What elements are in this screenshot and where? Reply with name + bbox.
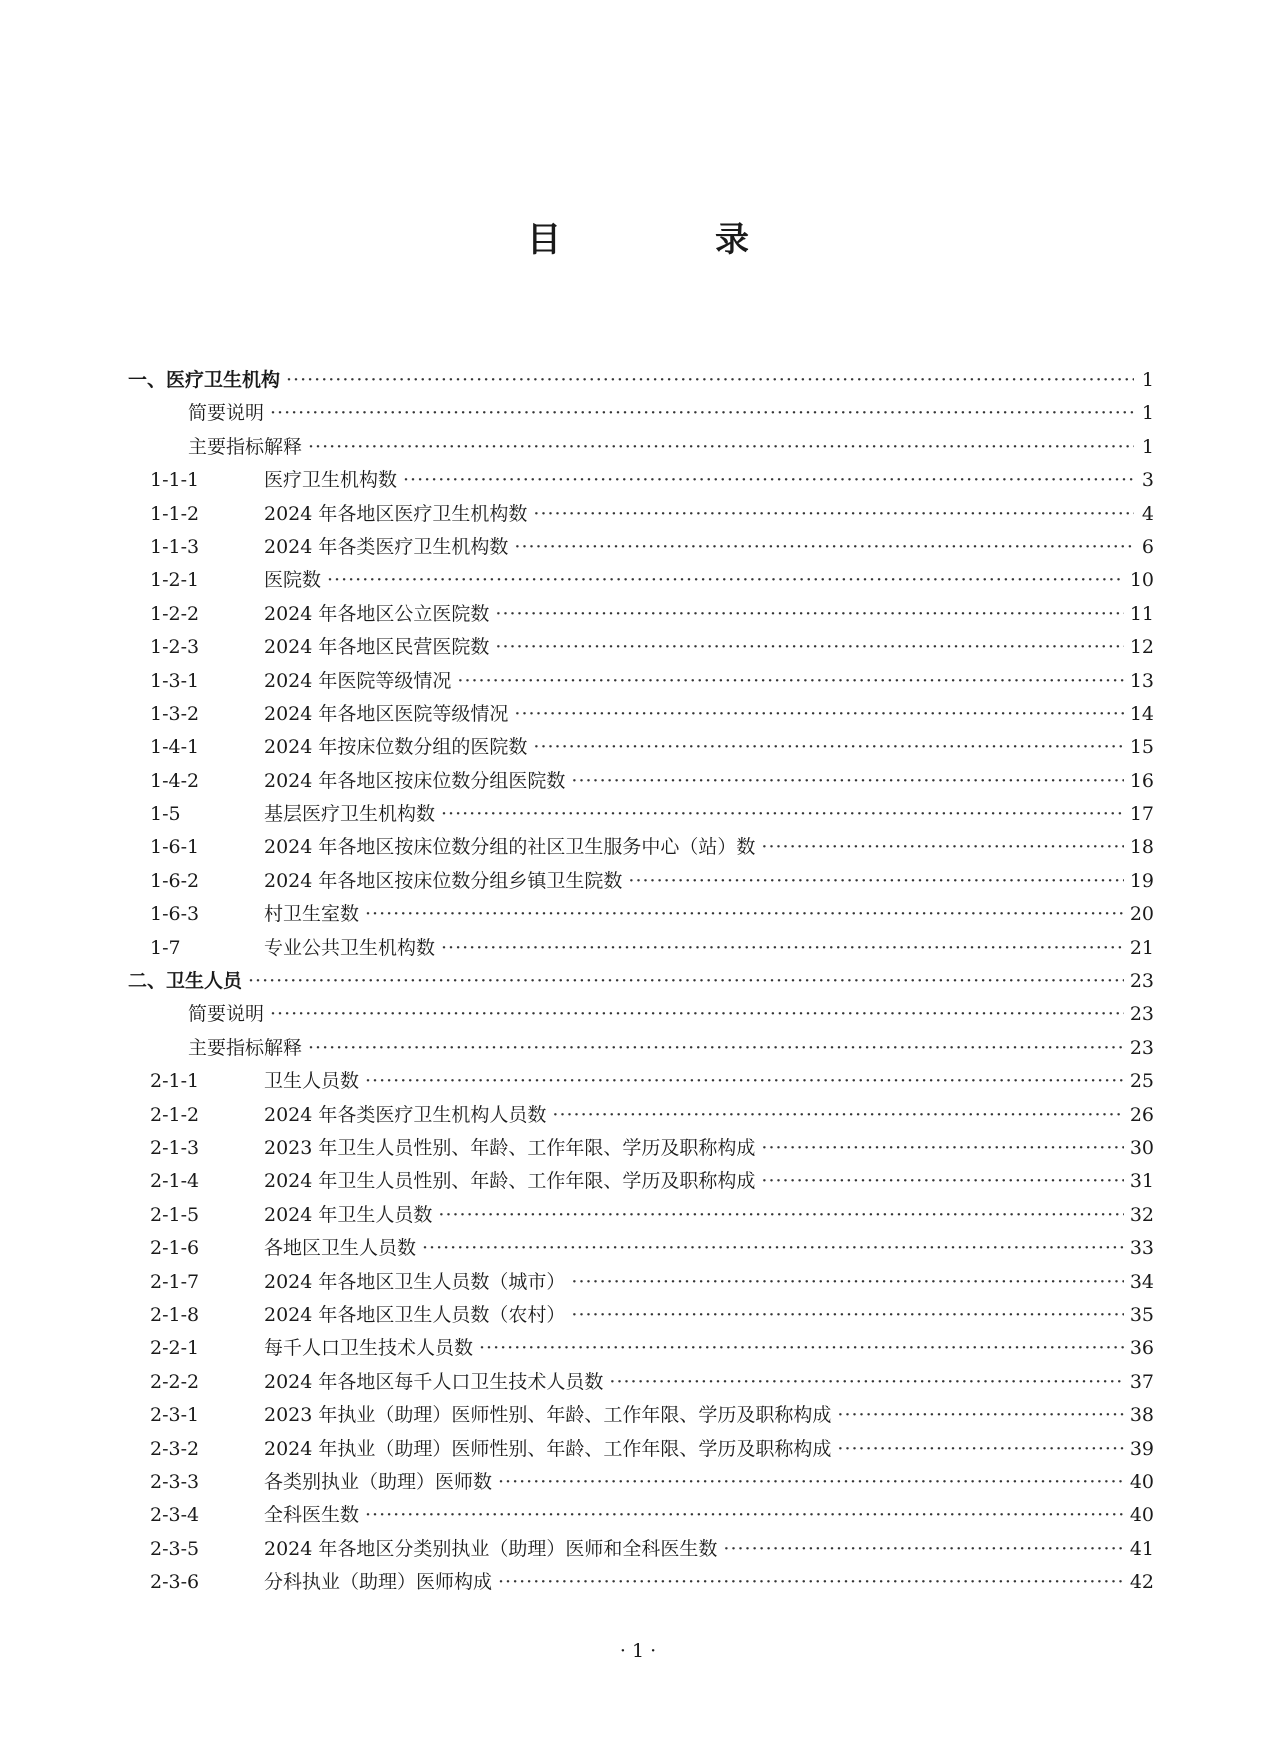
toc-entry-label: 主要指标解释 <box>188 435 303 458</box>
toc-entry[interactable] <box>128 932 1154 965</box>
table-of-contents <box>128 364 1154 1599</box>
toc-entry-number: 2-1-7 <box>150 1270 200 1293</box>
dot-leader <box>422 1232 1124 1265</box>
toc-entry-number: 2-1-6 <box>150 1237 200 1260</box>
dot-leader <box>286 364 1134 397</box>
toc-entry-page: 25 <box>1129 1070 1154 1093</box>
dot-leader <box>628 865 1123 898</box>
toc-entry-number: 2-1-1 <box>150 1070 200 1093</box>
toc-entry-page: 21 <box>1129 936 1154 959</box>
toc-entry-page: 42 <box>1129 1571 1154 1594</box>
dot-leader <box>723 1533 1123 1566</box>
toc-entry[interactable] <box>128 898 1154 931</box>
toc-entry-page: 31 <box>1129 1170 1154 1193</box>
dot-leader <box>609 1366 1123 1399</box>
toc-entry[interactable] <box>128 1199 1154 1232</box>
dot-leader <box>327 564 1124 597</box>
toc-entry-label: 2024 年各类医疗卫生机构数 <box>264 535 509 558</box>
toc-entry-number: 2-1-5 <box>150 1203 200 1226</box>
toc-entry-page: 1 <box>1141 402 1154 425</box>
toc-entry-page: 23 <box>1129 1036 1154 1059</box>
toc-entry-label: 分科执业（助理）医师构成 <box>264 1571 493 1594</box>
toc-entry-page: 38 <box>1129 1404 1154 1427</box>
toc-entry-page: 16 <box>1129 769 1154 792</box>
toc-entry-number: 2-1-8 <box>150 1303 200 1326</box>
dot-leader <box>403 464 1134 497</box>
toc-entry-label: 2024 年卫生人员性别、年龄、工作年限、学历及职称构成 <box>264 1170 756 1193</box>
toc-entry[interactable] <box>128 665 1154 698</box>
toc-entry-number: 1-2-2 <box>150 602 200 625</box>
dot-leader <box>441 798 1124 831</box>
toc-entry-label: 2024 年各地区卫生人员数（城市） <box>264 1270 566 1293</box>
toc-entry[interactable] <box>128 631 1154 664</box>
dot-leader <box>365 1065 1124 1098</box>
toc-entry[interactable] <box>128 1132 1154 1165</box>
toc-entry-label: 医疗卫生机构数 <box>264 469 398 492</box>
toc-entry-number: 1-4-2 <box>150 769 200 792</box>
toc-entry-page: 6 <box>1141 535 1154 558</box>
toc-entry-page: 32 <box>1129 1203 1154 1226</box>
dot-leader <box>571 765 1123 798</box>
toc-entry-page: 19 <box>1129 869 1154 892</box>
toc-entry[interactable] <box>128 1165 1154 1198</box>
toc-entry-number: 2-3-1 <box>150 1404 200 1427</box>
toc-entry-number: 1-1-3 <box>150 535 200 558</box>
toc-entry-label: 2024 年各类医疗卫生机构人员数 <box>264 1103 547 1126</box>
toc-entry-page: 35 <box>1129 1303 1154 1326</box>
toc-entry-label: 2024 年各地区每千人口卫生技术人员数 <box>264 1370 604 1393</box>
page-title: 目 录 <box>527 220 809 260</box>
toc-entry[interactable] <box>128 1065 1154 1098</box>
toc-entry[interactable] <box>128 998 1154 1031</box>
dot-leader <box>498 1466 1124 1499</box>
toc-entry-label: 2024 年卫生人员数 <box>264 1203 433 1226</box>
toc-entry-page: 23 <box>1129 970 1154 993</box>
toc-entry[interactable] <box>128 831 1154 864</box>
dot-leader <box>479 1332 1124 1365</box>
toc-entry[interactable] <box>128 1366 1154 1399</box>
dot-leader <box>837 1399 1123 1432</box>
toc-entry-page: 10 <box>1129 569 1154 592</box>
dot-leader <box>533 731 1123 764</box>
toc-entry-number: 2-2-1 <box>150 1337 200 1360</box>
toc-entry-page: 23 <box>1129 1003 1154 1026</box>
toc-entry[interactable] <box>128 598 1154 631</box>
dot-leader <box>552 1099 1123 1132</box>
dot-leader <box>270 397 1134 430</box>
toc-entry[interactable] <box>128 1232 1154 1265</box>
toc-entry-page: 40 <box>1129 1470 1154 1493</box>
toc-entry[interactable] <box>128 498 1154 531</box>
toc-entry-label: 2023 年卫生人员性别、年龄、工作年限、学历及职称构成 <box>264 1136 756 1159</box>
toc-entry-number: 2-3-4 <box>150 1504 200 1527</box>
toc-entry-number: 1-6-2 <box>150 869 200 892</box>
dot-leader <box>365 1499 1124 1532</box>
toc-entry-label: 全科医生数 <box>264 1504 360 1527</box>
toc-entry[interactable] <box>128 1399 1154 1432</box>
toc-entry-label: 简要说明 <box>188 402 265 425</box>
toc-entry[interactable] <box>128 1466 1154 1499</box>
toc-entry-label: 二、卫生人员 <box>128 970 243 993</box>
dot-leader <box>837 1433 1123 1466</box>
toc-entry-label: 2024 年各地区医院等级情况 <box>264 702 509 725</box>
toc-entry[interactable] <box>128 1499 1154 1532</box>
toc-entry-label: 村卫生室数 <box>264 903 360 926</box>
toc-entry-label: 2024 年各地区分类别执业（助理）医师和全科医生数 <box>264 1537 718 1560</box>
toc-entry[interactable] <box>128 865 1154 898</box>
dot-leader <box>308 1032 1124 1065</box>
toc-entry-number: 1-1-1 <box>150 469 200 492</box>
toc-entry-page: 17 <box>1129 803 1154 826</box>
toc-entry-label: 2024 年各地区医疗卫生机构数 <box>264 502 528 525</box>
dot-leader <box>533 498 1134 531</box>
toc-entry-page: 40 <box>1129 1504 1154 1527</box>
dot-leader <box>441 932 1124 965</box>
toc-entry-page: 11 <box>1129 602 1154 625</box>
toc-entry-number: 1-6-3 <box>150 903 200 926</box>
toc-section[interactable] <box>128 965 1154 998</box>
toc-entry-label: 简要说明 <box>188 1003 265 1026</box>
toc-entry-label: 2024 年执业（助理）医师性别、年龄、工作年限、学历及职称构成 <box>264 1437 832 1460</box>
toc-entry-number: 2-1-3 <box>150 1136 200 1159</box>
toc-entry[interactable] <box>128 1299 1154 1332</box>
dot-leader <box>495 598 1123 631</box>
toc-entry-label: 2024 年各地区卫生人员数（农村） <box>264 1303 566 1326</box>
page-number-footer: · 1 · <box>619 1640 657 1662</box>
toc-entry[interactable] <box>128 698 1154 731</box>
toc-entry-page: 41 <box>1129 1537 1154 1560</box>
toc-entry[interactable] <box>128 397 1154 430</box>
toc-entry[interactable] <box>128 798 1154 831</box>
dot-leader <box>365 898 1124 931</box>
toc-entry-page: 36 <box>1129 1337 1154 1360</box>
dot-leader <box>308 431 1134 464</box>
toc-section[interactable] <box>128 364 1154 397</box>
toc-entry-number: 2-1-4 <box>150 1170 200 1193</box>
dot-leader <box>457 665 1123 698</box>
dot-leader <box>248 965 1124 998</box>
toc-entry-page: 1 <box>1141 435 1154 458</box>
toc-entry-number: 1-3-1 <box>150 669 200 692</box>
dot-leader <box>514 531 1134 564</box>
dot-leader <box>498 1566 1124 1599</box>
toc-entry-number: 1-2-3 <box>150 636 200 659</box>
toc-entry-page: 33 <box>1129 1237 1154 1260</box>
toc-entry-page: 15 <box>1129 736 1154 759</box>
toc-entry-page: 3 <box>1141 469 1154 492</box>
toc-entry-label: 卫生人员数 <box>264 1070 360 1093</box>
toc-entry[interactable] <box>128 1533 1154 1566</box>
toc-entry-number: 2-3-2 <box>150 1437 200 1460</box>
toc-entry-number: 2-1-2 <box>150 1103 200 1126</box>
toc-entry-page: 37 <box>1129 1370 1154 1393</box>
toc-entry[interactable] <box>128 731 1154 764</box>
dot-leader <box>761 1165 1123 1198</box>
toc-entry[interactable] <box>128 531 1154 564</box>
toc-entry-number: 1-6-1 <box>150 836 200 859</box>
toc-entry-label: 主要指标解释 <box>188 1036 303 1059</box>
toc-entry-number: 1-3-2 <box>150 702 200 725</box>
toc-entry-page: 20 <box>1129 903 1154 926</box>
toc-entry[interactable] <box>128 564 1154 597</box>
toc-entry-label: 2024 年各地区按床位数分组医院数 <box>264 769 566 792</box>
toc-entry-label: 2024 年各地区民营医院数 <box>264 636 490 659</box>
toc-entry[interactable] <box>128 431 1154 464</box>
toc-entry-page: 13 <box>1129 669 1154 692</box>
toc-entry-label: 基层医疗卫生机构数 <box>264 803 436 826</box>
toc-entry-label: 2024 年按床位数分组的医院数 <box>264 736 528 759</box>
dot-leader <box>571 1299 1123 1332</box>
toc-entry[interactable] <box>128 765 1154 798</box>
toc-entry-number: 1-4-1 <box>150 736 200 759</box>
toc-entry[interactable] <box>128 1332 1154 1365</box>
toc-entry-page: 14 <box>1129 702 1154 725</box>
toc-entry-page: 18 <box>1129 836 1154 859</box>
toc-entry-label: 2024 年各地区按床位数分组乡镇卫生院数 <box>264 869 623 892</box>
toc-entry-number: 2-3-5 <box>150 1537 200 1560</box>
toc-entry[interactable] <box>128 1566 1154 1599</box>
dot-leader <box>761 831 1123 864</box>
toc-entry-number: 1-5 <box>150 803 181 826</box>
toc-entry[interactable] <box>128 1433 1154 1466</box>
toc-entry-page: 4 <box>1141 502 1154 525</box>
toc-entry-label: 2024 年医院等级情况 <box>264 669 452 692</box>
dot-leader <box>438 1199 1123 1232</box>
toc-entry[interactable] <box>128 1099 1154 1132</box>
dot-leader <box>514 698 1123 731</box>
toc-entry[interactable] <box>128 464 1154 497</box>
dot-leader <box>761 1132 1123 1165</box>
toc-entry-label: 一、医疗卫生机构 <box>128 369 281 391</box>
toc-entry-number: 2-2-2 <box>150 1370 200 1393</box>
toc-entry-number: 1-1-2 <box>150 502 200 525</box>
dot-leader <box>571 1266 1123 1299</box>
toc-entry-page: 30 <box>1129 1136 1154 1159</box>
toc-entry-page: 1 <box>1141 369 1154 391</box>
toc-entry-label: 专业公共卫生机构数 <box>264 936 436 959</box>
toc-entry-label: 医院数 <box>264 569 322 592</box>
toc-entry-label: 2023 年执业（助理）医师性别、年龄、工作年限、学历及职称构成 <box>264 1404 832 1427</box>
toc-entry-page: 34 <box>1129 1270 1154 1293</box>
toc-entry-page: 12 <box>1129 636 1154 659</box>
toc-entry-number: 1-2-1 <box>150 569 200 592</box>
toc-entry[interactable] <box>128 1032 1154 1065</box>
toc-entry-label: 2024 年各地区按床位数分组的社区卫生服务中心（站）数 <box>264 836 756 859</box>
toc-entry-number: 2-3-3 <box>150 1470 200 1493</box>
toc-entry-label: 各地区卫生人员数 <box>264 1237 417 1260</box>
toc-entry-number: 1-7 <box>150 936 181 959</box>
toc-entry-label: 2024 年各地区公立医院数 <box>264 602 490 625</box>
toc-entry-page: 39 <box>1129 1437 1154 1460</box>
toc-entry-number: 2-3-6 <box>150 1571 200 1594</box>
dot-leader <box>270 998 1124 1031</box>
toc-entry[interactable] <box>128 1266 1154 1299</box>
dot-leader <box>495 631 1123 664</box>
toc-entry-label: 各类别执业（助理）医师数 <box>264 1470 493 1493</box>
toc-entry-page: 26 <box>1129 1103 1154 1126</box>
toc-entry-label: 每千人口卫生技术人员数 <box>264 1337 474 1360</box>
